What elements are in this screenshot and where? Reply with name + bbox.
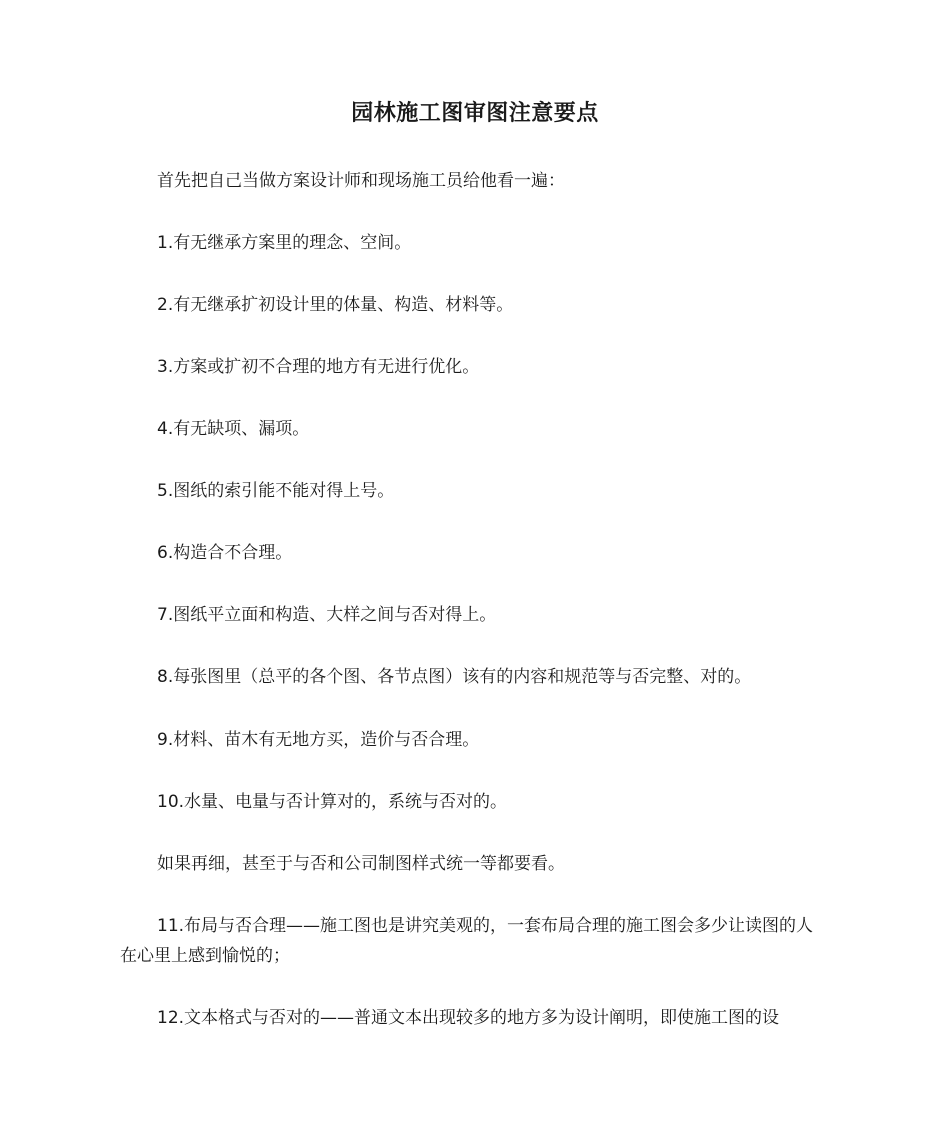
checklist-item-7: 7.图纸平立面和构造、大样之间与否对得上。 — [157, 605, 497, 625]
checklist-item-12: 12.文本格式与否对的——普通文本出现较多的地方多为设计阐明，即使施工图的设 — [157, 1008, 780, 1028]
checklist-item-10: 10.水量、电量与否计算对的，系统与否对的。 — [157, 792, 508, 812]
intro-paragraph: 首先把自己当做方案设计师和现场施工员给他看一遍： — [157, 171, 565, 191]
checklist-item-5: 5.图纸的索引能不能对得上号。 — [157, 481, 395, 501]
transition-paragraph: 如果再细，甚至于与否和公司制图样式统一等都要看。 — [157, 854, 565, 874]
checklist-item-2: 2.有无继承扩初设计里的体量、构造、材料等。 — [157, 295, 514, 315]
checklist-item-6: 6.构造合不合理。 — [157, 543, 293, 563]
checklist-item-9: 9.材料、苗木有无地方买，造价与否合理。 — [157, 730, 480, 750]
checklist-item-3: 3.方案或扩初不合理的地方有无进行优化。 — [157, 357, 480, 377]
checklist-item-4: 4.有无缺项、漏项。 — [157, 419, 310, 439]
checklist-item-8: 8.每张图里（总平的各个图、各节点图）该有的内容和规范等与否完整、对的。 — [157, 667, 752, 687]
checklist-item-1: 1.有无继承方案里的理念、空间。 — [157, 233, 412, 253]
checklist-item-11: 11.布局与否合理——施工图也是讲究美观的，一套布局合理的施工图会多少让读图的人在心里上感到愉悦的； — [120, 916, 814, 966]
document-title: 园林施工图审图注意要点 — [351, 101, 599, 126]
